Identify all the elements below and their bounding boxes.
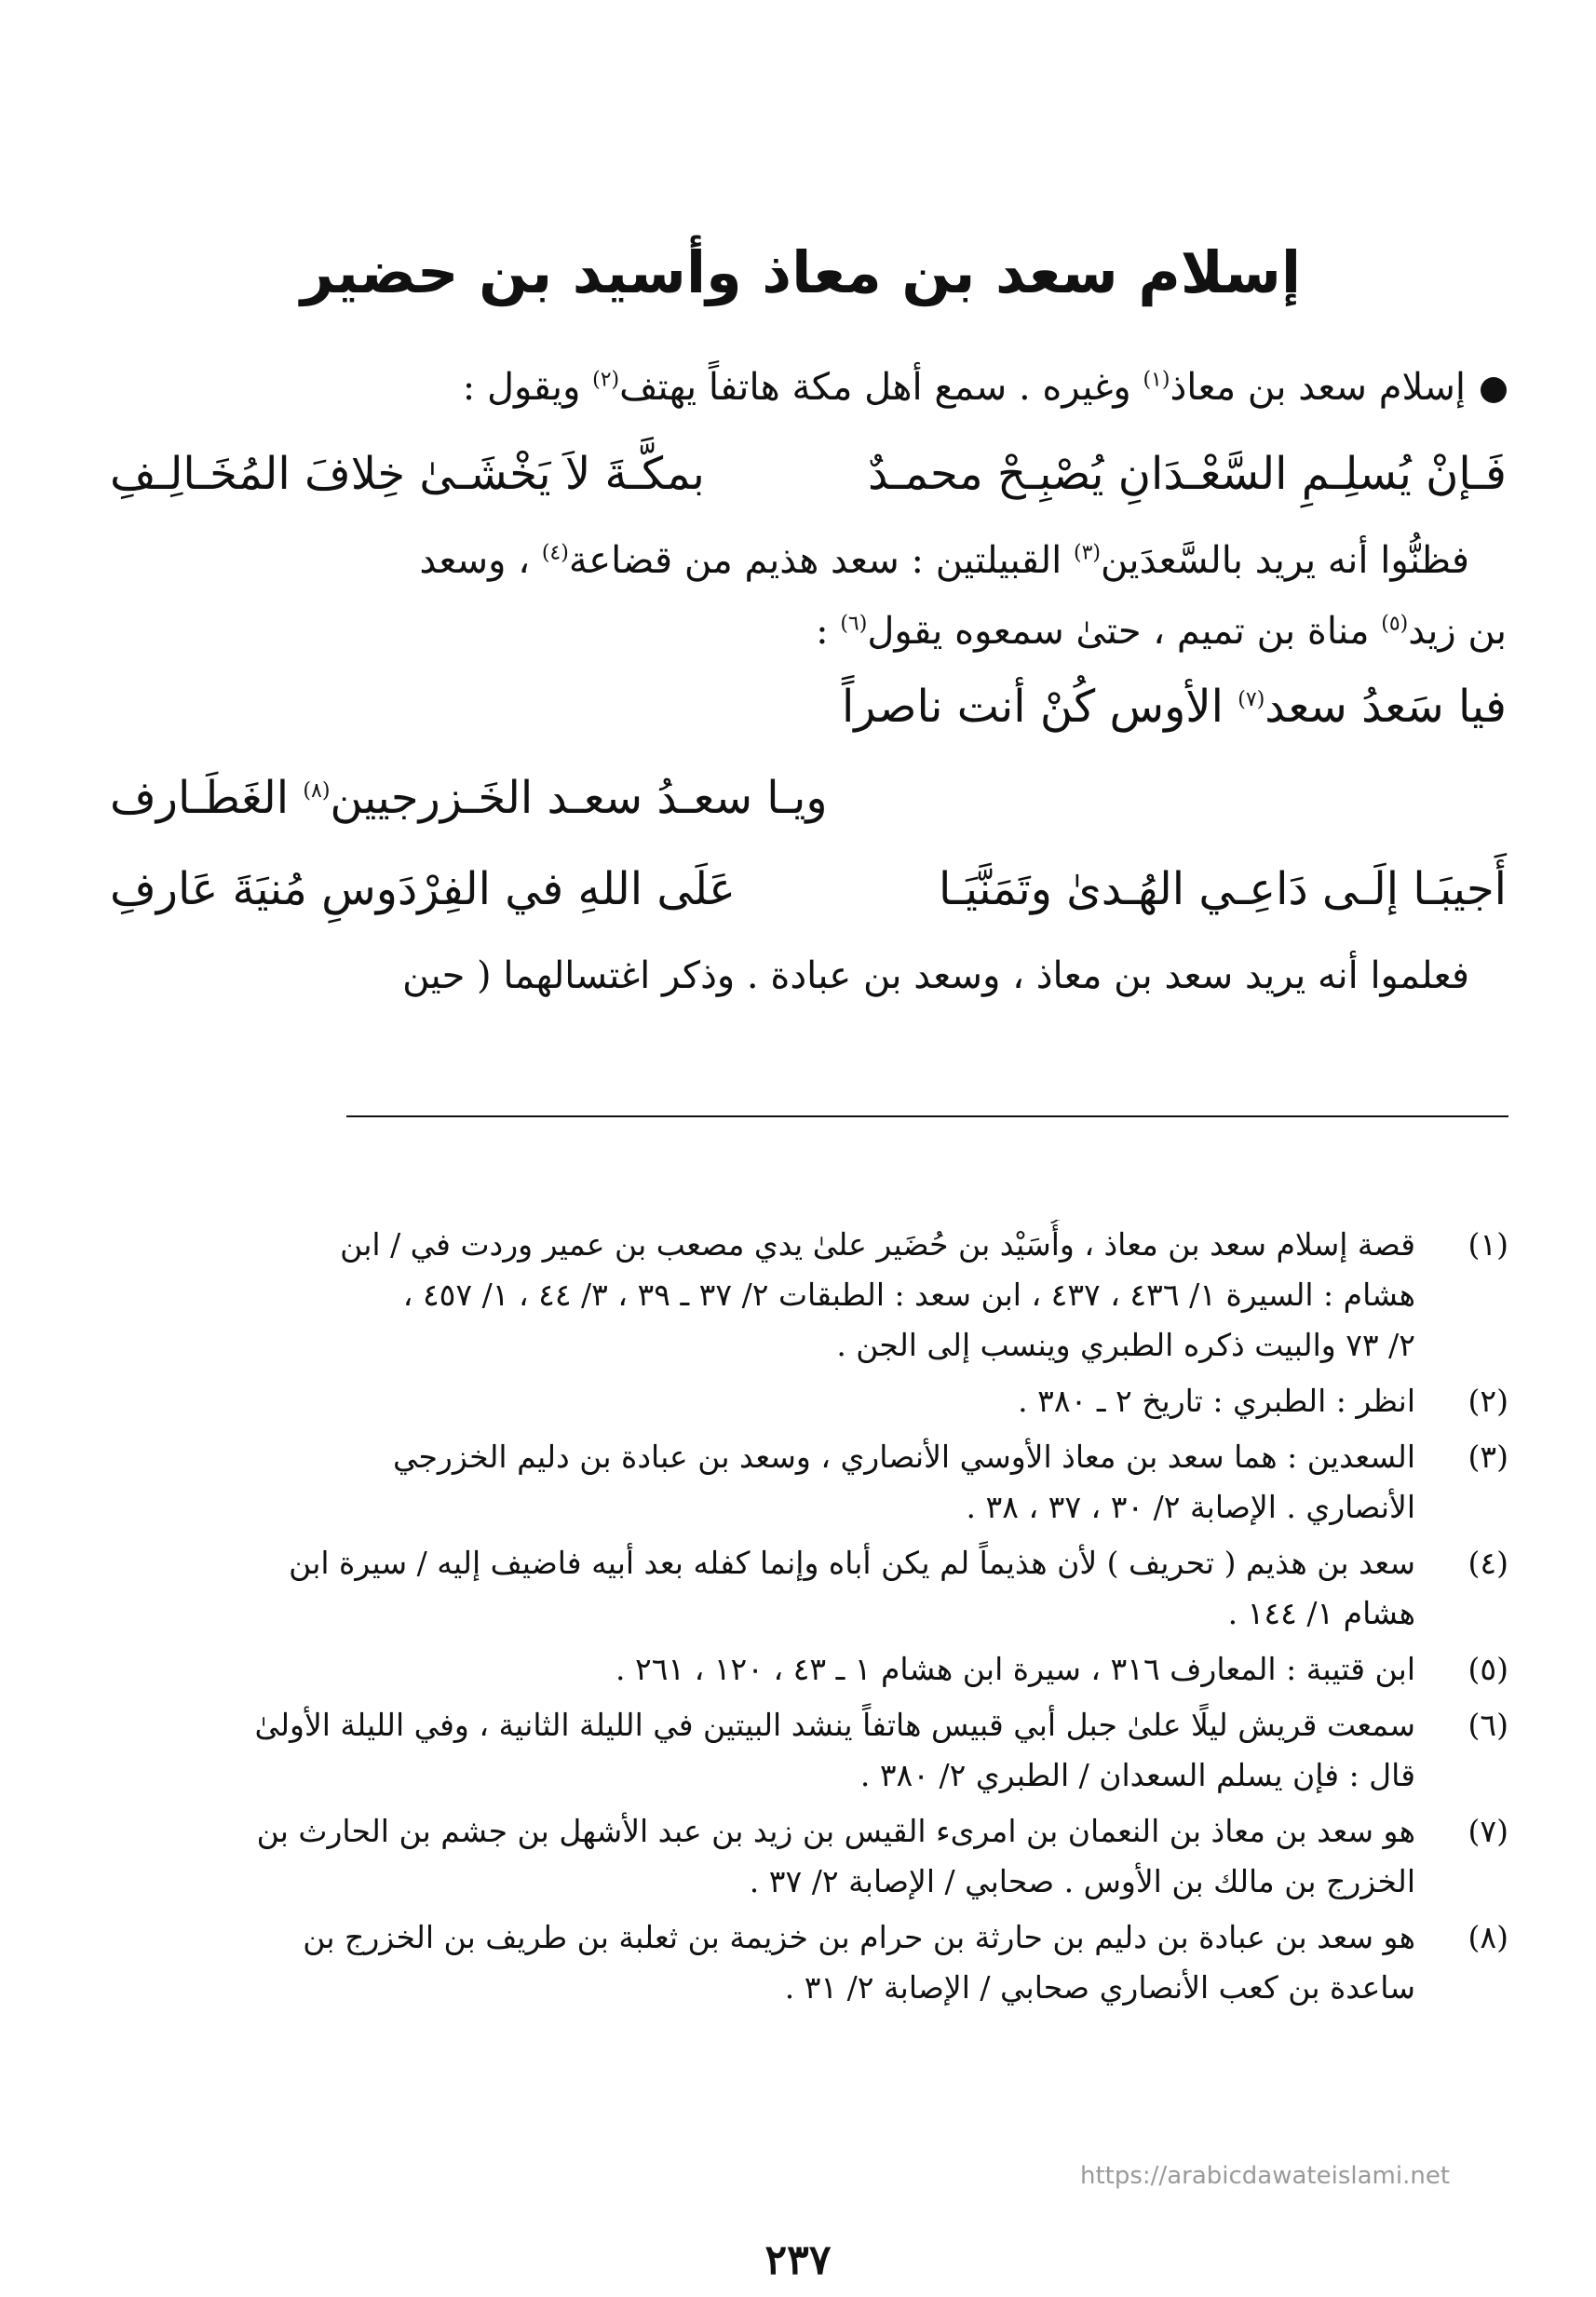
footnote-line: هو سعد بن عبادة بن دليم بن حارثة بن حرام بن خزيمة بن ثعلبة بن طريف بن الخزرج بن — [303, 1919, 1415, 1955]
footnote — [101, 1376, 1508, 1426]
footnote-number: (١) — [1468, 1226, 1508, 1263]
verse-hemistich-right: أَجيبَـا إلَـى دَاعِـي الهُـدىٰ وتَمَنَّيَـا — [938, 863, 1507, 915]
footnote-line: هشام : السيرة ١/ ٤٣٦ ، ٤٣٧ ، ابن سعد : الطبقات ٢/ ٣٧ ـ ٣٩ ، ٣/ ٤٤ ، ١/ ٤٥٧ ، — [402, 1277, 1415, 1313]
footnote-line: ابن قتيبة : المعارف ٣١٦ ، سيرة ابن هشام ١ ـ ٤٣ ، ١٢٠ ، ٢٦١ . — [615, 1651, 1415, 1687]
footnote-text — [101, 1912, 1415, 2013]
body-line-2: فظنُّوا أنه يريد بالسَّعدَين$^{(٣)}$ القبيلتين : سعد هذيم من قضاعة$^{(٤)}$ ، وسعد — [419, 539, 1469, 582]
page-title: إسلام سعد بن معاذ وأسيد بن حضير — [300, 238, 1302, 306]
footnote-ref[interactable]: (٣) — [1073, 541, 1101, 565]
footnote-ref[interactable]: (٤) — [541, 541, 569, 565]
bullet-icon — [1481, 377, 1507, 403]
footnote-ref[interactable]: (٨) — [303, 779, 331, 803]
footnote-line: انظر : الطبري : تاريخ ٢ ـ ٣٨٠ . — [1018, 1383, 1415, 1419]
footnote-ref[interactable]: (٦) — [840, 612, 868, 636]
footnote-text — [101, 1806, 1415, 1907]
verse-hemistich-left: بمكَّـةَ لاَ يَخْشَـىٰ خِلافَ المُخَـالِـفِ — [110, 448, 705, 500]
footnote — [101, 1644, 1508, 1695]
footnote-line: هشام ١/ ١٤٤ . — [1227, 1595, 1415, 1631]
footnote — [101, 1806, 1508, 1907]
footnote-number: (٦) — [1468, 1707, 1508, 1743]
footnote-line: الخزرج بن مالك بن الأوس . صحابي / الإصابة ٢/ ٣٧ . — [749, 1863, 1415, 1899]
verse-hemistich-left: عَلَى اللهِ في الفِرْدَوسِ مُنيَةَ عَارفِ — [110, 863, 736, 915]
watermark-url: https://arabicdawateislami.net — [1080, 2162, 1451, 2190]
verse-line-3 — [110, 752, 1507, 844]
footnote-line: هو سعد بن معاذ بن النعمان بن امرىء القيس بن زيد بن عبد الأشهل بن جشم بن الحارث بن — [256, 1813, 1415, 1849]
footnote-ref[interactable]: (٧) — [1238, 688, 1265, 711]
footnote-text — [101, 1644, 1415, 1695]
footnote-line: ساعدة بن كعب الأنصاري صحابي / الإصابة ٢/ ٣١ . — [784, 1969, 1415, 2006]
main-body — [110, 346, 1507, 1017]
footnote-number: (٨) — [1468, 1919, 1508, 1955]
footnote-text — [101, 1538, 1415, 1639]
footnote — [101, 1912, 1508, 2013]
verse-line-2 — [110, 661, 1507, 752]
footnote-line: الأنصاري . الإصابة ٢/ ٣٠ ، ٣٧ ، ٣٨ . — [966, 1489, 1415, 1525]
footnote-number: (٢) — [1468, 1383, 1508, 1419]
footnote-line: ٢/ ٧٣ والبيت ذكره الطبري وينسب إلى الجن . — [836, 1327, 1415, 1363]
verse-line-1 — [110, 428, 1507, 520]
verse-hemistich-left: ويـا سعـدُ سعـد الخَـزرجيين$^{(٨)}$ الغَطَـارف — [110, 772, 828, 824]
footnote-number: (٥) — [1468, 1651, 1508, 1687]
footnote-line: سمعت قريش ليلًا علىٰ جبل أبي قبيس هاتفاً ينشد البيتين في الليلة الثانية ، وفي الليلة الأولىٰ — [254, 1707, 1415, 1743]
footnote — [101, 1700, 1508, 1801]
footnote-line: سعد بن هذيم ( تحريف ) لأن هذيماً لم يكن أباه وإنما كفله بعد أبيه فاضيف إليه / سيرة ابن — [289, 1545, 1415, 1581]
footnote-line: قصة إسلام سعد بن معاذ ، وأُسَيْد بن حُضَير علىٰ يدي مصعب بن عمير وردت في / ابن — [340, 1226, 1415, 1263]
page-number: ٢٣٧ — [764, 2236, 832, 2284]
footnote — [101, 1220, 1508, 1371]
footnote-ref[interactable]: (٥) — [1381, 612, 1409, 636]
footnote-number: (٤) — [1468, 1545, 1508, 1581]
footnote-text — [101, 1376, 1415, 1426]
footnote-text — [101, 1432, 1415, 1533]
footnote-number: (٣) — [1468, 1439, 1508, 1475]
verse-hemistich-right: فيا سَعدُ سعد$^{(٧)}$ الأوس كُنْ أنت ناصراً — [841, 681, 1507, 733]
body-line-3: بن زيد$^{(٥)}$ مناة بن تميم ، حتىٰ سمعوه يقول$^{(٦)}$ : — [816, 610, 1507, 653]
footnote-text — [101, 1220, 1415, 1371]
footnote-ref[interactable]: (٢) — [592, 368, 620, 392]
footnote-line: السعدين : هما سعد بن معاذ الأوسي الأنصاري ، وسعد بن عبادة بن دليم الخزرجي — [393, 1439, 1415, 1475]
body-line-4: فعلموا أنه يريد سعد بن معاذ ، وسعد بن عبادة . وذكر اغتسالهما ( حين — [402, 954, 1469, 997]
verse-line-4 — [110, 844, 1507, 935]
footnote-line: قال : فإن يسلم السعدان / الطبري ٢/ ٣٨٠ . — [859, 1757, 1415, 1793]
footnote-text — [101, 1700, 1415, 1801]
verse-hemistich-right: فَـإنْ يُسلِـمِ السَّعْـدَانِ يُصْبِـحْ محمـدٌ — [868, 448, 1507, 500]
body-line-1: إسلام سعد بن معاذ$^{(١)}$ وغيره . سمع أهل مكة هاتفاً يهتف$^{(٢)}$ ويقول : — [110, 346, 1507, 428]
footnotes-section — [101, 1220, 1508, 2019]
footnote-divider — [346, 1115, 1508, 1117]
footnote — [101, 1432, 1508, 1533]
footnote-number: (٧) — [1468, 1813, 1508, 1849]
footnote-ref[interactable]: (١) — [1143, 368, 1170, 392]
footnote — [101, 1538, 1508, 1639]
